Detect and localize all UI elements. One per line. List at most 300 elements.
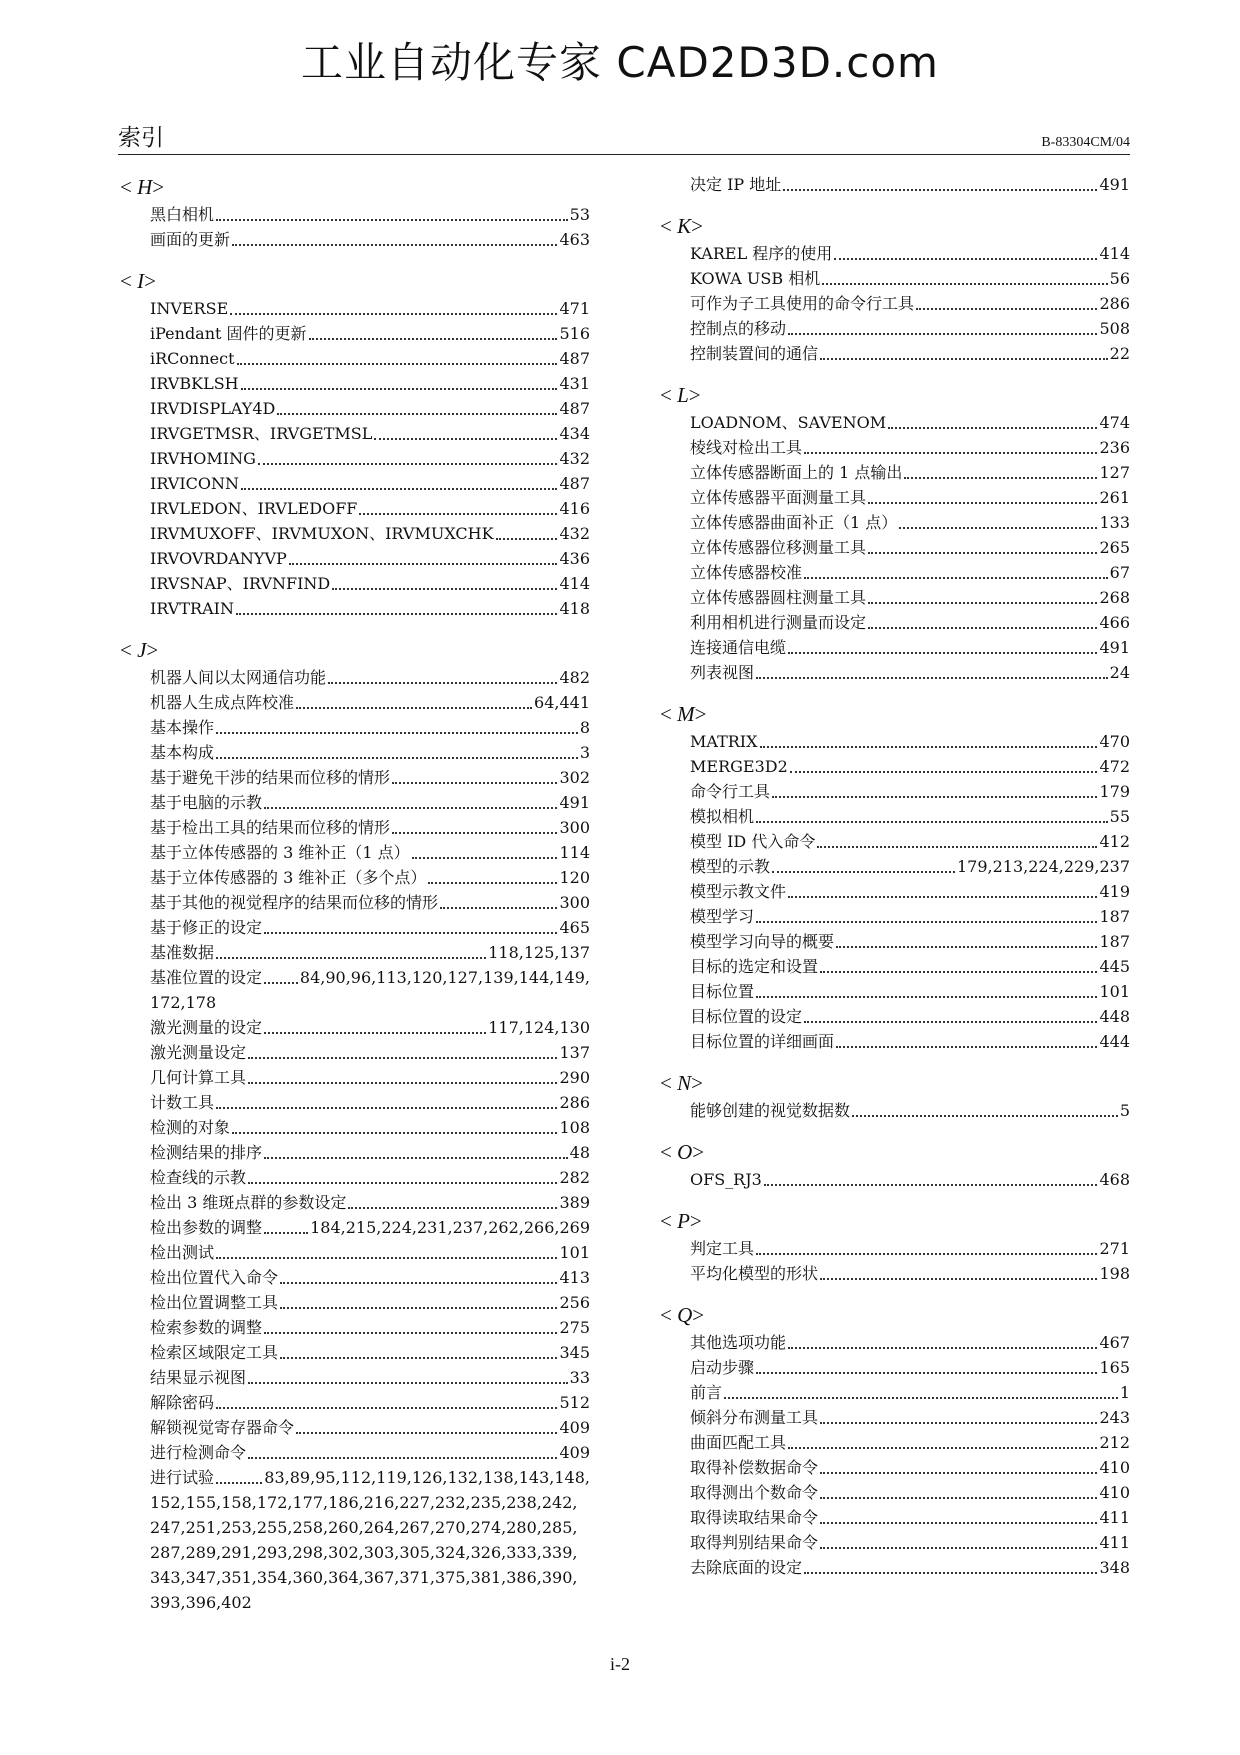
dot-leader <box>264 1232 308 1234</box>
entry-page-continuation: 287,289,291,293,298,302,303,305,324,326,333,339, <box>150 1543 578 1562</box>
entry-page: 101 <box>1099 982 1130 1001</box>
entry-term: 检出位置代入命令 <box>150 1268 279 1287</box>
entry-page: 491 <box>1099 175 1130 194</box>
entry-term: 立体传感器平面测量工具 <box>690 488 867 507</box>
index-entry <box>150 1140 590 1165</box>
dot-leader <box>248 1057 557 1059</box>
dot-leader <box>258 463 558 465</box>
entry-page: 53 <box>569 205 590 224</box>
entry-page: 179,213,224,229,237 <box>956 857 1130 876</box>
entry-page: 472 <box>1099 757 1130 776</box>
entry-term: 倾斜分布测量工具 <box>690 1408 819 1427</box>
index-entry <box>150 690 590 715</box>
dot-leader <box>817 846 1097 848</box>
dot-leader <box>820 358 1108 360</box>
dot-leader <box>216 757 578 759</box>
entry-term: 机器人生成点阵校准 <box>150 693 295 712</box>
index-section <box>660 1300 1130 1580</box>
entry-term: 模型示教文件 <box>690 882 787 901</box>
entry-term: 检出位置调整工具 <box>150 1293 279 1312</box>
index-entry <box>690 560 1130 585</box>
section-letter: < Q> <box>660 1303 705 1327</box>
index-section <box>660 172 1130 197</box>
index-entry <box>690 929 1130 954</box>
entry-page-continuation: 172,178 <box>150 993 217 1012</box>
entry-term: 控制装置间的通信 <box>690 344 819 363</box>
dot-leader <box>904 477 1097 479</box>
entry-term: 基准位置的设定 <box>150 968 263 987</box>
index-entry <box>150 596 590 621</box>
entry-term: 解锁视觉寄存器命令 <box>150 1418 295 1437</box>
index-entry <box>690 1380 1130 1405</box>
index-entry <box>690 172 1130 197</box>
entry-page: 414 <box>559 574 590 593</box>
entry-page: 410 <box>1099 1458 1130 1477</box>
entry-page: 56 <box>1109 269 1130 288</box>
entry-page: 516 <box>559 324 590 343</box>
index-entry <box>690 1455 1130 1480</box>
dot-leader <box>868 627 1097 629</box>
entry-term: OFS_RJ3 <box>690 1170 762 1189</box>
index-entry <box>150 790 590 815</box>
dot-leader <box>216 219 568 221</box>
section-letter-text: N <box>677 1071 692 1095</box>
entry-page: 84,90,96,113,120,127,139,144,149, <box>299 968 590 987</box>
entry-page: 466 <box>1099 613 1130 632</box>
entry-page: 261 <box>1099 488 1130 507</box>
entry-term: IRVHOMING <box>150 449 256 468</box>
dot-leader <box>888 427 1097 429</box>
index-entry <box>150 890 590 915</box>
entry-term: 进行检测命令 <box>150 1443 247 1462</box>
index-entry <box>690 316 1130 341</box>
entry-term: 决定 IP 地址 <box>690 175 782 194</box>
section-letter: < L> <box>660 383 701 407</box>
section-letter: < O> <box>660 1140 705 1164</box>
entry-page: 413 <box>559 1268 590 1287</box>
index-entry <box>150 1065 590 1090</box>
dot-leader <box>277 413 557 415</box>
dot-leader <box>248 1182 557 1184</box>
entry-term: IRVGETMSR、IRVGETMSL <box>150 424 373 443</box>
entry-term: 检出参数的调整 <box>150 1218 263 1237</box>
entry-page: 120 <box>559 868 590 887</box>
index-entry <box>690 535 1130 560</box>
entry-page: 463 <box>559 230 590 249</box>
index-entry <box>690 410 1130 435</box>
dot-leader <box>852 1115 1118 1117</box>
dot-leader <box>804 1021 1097 1023</box>
entry-term: 基准数据 <box>150 943 215 962</box>
dot-leader <box>783 189 1097 191</box>
entry-term: 取得测出个数命令 <box>690 1483 819 1502</box>
index-entry <box>150 1115 590 1140</box>
dot-leader <box>760 746 1098 748</box>
dot-leader <box>248 1082 557 1084</box>
entry-page-continuation: 393,396,402 <box>150 1593 252 1612</box>
dot-leader <box>820 1278 1097 1280</box>
entry-page: 108 <box>559 1118 590 1137</box>
dot-leader <box>264 1332 557 1334</box>
entry-page: 114 <box>559 843 590 862</box>
index-entry <box>690 1004 1130 1029</box>
entry-term: 模型学习向导的概要 <box>690 932 835 951</box>
entry-page: 411 <box>1099 1508 1130 1527</box>
dot-leader <box>724 1397 1118 1399</box>
entry-page: 67 <box>1109 563 1130 582</box>
index-entry <box>150 1340 590 1365</box>
entry-term: 基于其他的视觉程序的结果而位移的情形 <box>150 893 439 912</box>
entry-page: 101 <box>559 1243 590 1262</box>
dot-leader <box>248 1382 568 1384</box>
dot-leader <box>899 527 1097 529</box>
entry-page: 265 <box>1099 538 1130 557</box>
index-entry <box>690 1555 1130 1580</box>
index-entry <box>690 804 1130 829</box>
dot-leader <box>392 782 557 784</box>
entry-term: 黑白相机 <box>150 205 215 224</box>
entry-term: 前言 <box>690 1383 723 1402</box>
entry-term: 目标位置的设定 <box>690 1007 803 1026</box>
entry-term: 检索区域限定工具 <box>150 1343 279 1362</box>
index-entry <box>150 1190 590 1215</box>
entry-page: 268 <box>1099 588 1130 607</box>
dot-leader <box>296 707 532 709</box>
dot-leader <box>496 538 558 540</box>
index-entry <box>690 291 1130 316</box>
index-entry <box>150 1090 590 1115</box>
entry-term: 计数工具 <box>150 1093 215 1112</box>
index-entry <box>150 1290 590 1315</box>
index-entry <box>690 1098 1130 1123</box>
entry-page: 300 <box>559 893 590 912</box>
index-entry <box>150 571 590 596</box>
entry-page: 256 <box>559 1293 590 1312</box>
entry-term: 立体传感器断面上的 1 点输出 <box>690 463 903 482</box>
index-column-right <box>660 172 1130 1594</box>
entry-page: 468 <box>1099 1170 1130 1189</box>
index-entry <box>150 1465 590 1490</box>
entry-page: 1 <box>1119 1383 1130 1402</box>
entry-page-continuation: 152,155,158,172,177,186,216,227,232,235,238,242, <box>150 1493 578 1512</box>
index-entry <box>150 915 590 940</box>
entry-term: 检出 3 维斑点群的参数设定 <box>150 1193 347 1212</box>
dot-leader <box>232 244 557 246</box>
entry-term: 画面的更新 <box>150 230 231 249</box>
dot-leader <box>440 907 557 909</box>
entry-term: 平均化模型的形状 <box>690 1264 819 1283</box>
index-section <box>120 266 590 621</box>
entry-page: 470 <box>1099 732 1130 751</box>
index-entry <box>150 1165 590 1190</box>
entry-page: 411 <box>1099 1533 1130 1552</box>
index-entry <box>690 241 1130 266</box>
dot-leader <box>756 1253 1097 1255</box>
entry-term: 控制点的移动 <box>690 319 787 338</box>
entry-page: 290 <box>559 1068 590 1087</box>
entry-term: MERGE3D2 <box>690 757 788 776</box>
dot-leader <box>216 1107 557 1109</box>
entry-page: 345 <box>559 1343 590 1362</box>
entry-term: 立体传感器位移测量工具 <box>690 538 867 557</box>
dot-leader <box>820 1497 1097 1499</box>
entry-term: MATRIX <box>690 732 758 751</box>
dot-leader <box>237 363 558 365</box>
section-letter: < N> <box>660 1071 703 1095</box>
section-letter-text: L <box>677 383 689 407</box>
dot-leader <box>772 871 955 873</box>
entry-term: 模型 ID 代入命令 <box>690 832 816 851</box>
dot-leader <box>836 1046 1097 1048</box>
entry-page: 133 <box>1099 513 1130 532</box>
index-section <box>660 699 1130 1054</box>
entry-page: 348 <box>1099 1558 1130 1577</box>
entry-page: 117,124,130 <box>488 1018 590 1037</box>
dot-leader <box>264 1032 486 1034</box>
entry-page: 236 <box>1099 438 1130 457</box>
index-entry <box>690 1430 1130 1455</box>
dot-leader <box>772 796 1097 798</box>
index-entry <box>150 865 590 890</box>
entry-term: 机器人间以太网通信功能 <box>150 668 327 687</box>
entry-page: 471 <box>559 299 590 318</box>
entry-term: 检出测试 <box>150 1243 215 1262</box>
dot-leader <box>820 1522 1097 1524</box>
dot-leader <box>820 1472 1097 1474</box>
entry-page: 243 <box>1099 1408 1130 1427</box>
entry-term: INVERSE <box>150 299 229 318</box>
entry-page: 118,125,137 <box>488 943 590 962</box>
index-entry <box>150 765 590 790</box>
dot-leader <box>280 1307 557 1309</box>
entry-term: 立体传感器圆柱测量工具 <box>690 588 867 607</box>
entry-term: 可作为子工具使用的命令行工具 <box>690 294 915 313</box>
entry-page: 300 <box>559 818 590 837</box>
entry-term: 其他选项功能 <box>690 1333 787 1352</box>
index-entry <box>150 546 590 571</box>
entry-page: 187 <box>1099 907 1130 926</box>
entry-term: 判定工具 <box>690 1239 755 1258</box>
entry-page: 5 <box>1119 1101 1130 1120</box>
index-entry <box>150 202 590 227</box>
entry-page: 165 <box>1099 1358 1130 1377</box>
entry-term: 检索参数的调整 <box>150 1318 263 1337</box>
entry-page: 487 <box>559 399 590 418</box>
dot-leader <box>230 313 557 315</box>
entry-page: 389 <box>559 1193 590 1212</box>
index-entry <box>150 471 590 496</box>
entry-page: 271 <box>1099 1239 1130 1258</box>
entry-term: KOWA USB 相机 <box>690 269 821 288</box>
index-entry <box>150 321 590 346</box>
dot-leader <box>216 1482 262 1484</box>
dot-leader <box>328 682 557 684</box>
index-entry <box>150 1415 590 1440</box>
index-entry <box>690 954 1130 979</box>
entry-term: 命令行工具 <box>690 782 771 801</box>
page-title: 索引 <box>118 125 164 151</box>
dot-leader <box>216 1257 557 1259</box>
index-section <box>120 172 590 252</box>
dot-leader <box>788 1447 1097 1449</box>
index-entry <box>150 371 590 396</box>
entry-page: 33 <box>569 1368 590 1387</box>
dot-leader <box>868 502 1097 504</box>
dot-leader <box>756 921 1097 923</box>
entry-term: iPendant 固件的更新 <box>150 324 307 343</box>
entry-term: 激光测量的设定 <box>150 1018 263 1037</box>
entry-term: 基本构成 <box>150 743 215 762</box>
dot-leader <box>412 857 558 859</box>
entry-page: 410 <box>1099 1483 1130 1502</box>
index-section <box>660 211 1130 366</box>
index-entry <box>150 521 590 546</box>
entry-page: 412 <box>1099 832 1130 851</box>
entry-page: 55 <box>1109 807 1130 826</box>
index-entry <box>150 227 590 252</box>
section-letter: < M> <box>660 702 707 726</box>
entry-term: 基于避免干涉的结果而位移的情形 <box>150 768 391 787</box>
index-entry <box>690 1261 1130 1286</box>
index-entry <box>690 829 1130 854</box>
section-letter-text: P <box>677 1209 690 1233</box>
dot-leader <box>756 1372 1097 1374</box>
entry-term: 取得读取结果命令 <box>690 1508 819 1527</box>
entry-term: 列表视图 <box>690 663 755 682</box>
index-entry <box>690 610 1130 635</box>
dot-leader <box>820 1422 1097 1424</box>
dot-leader <box>374 438 557 440</box>
index-entry <box>690 1236 1130 1261</box>
entry-page: 508 <box>1099 319 1130 338</box>
dot-leader <box>822 283 1107 285</box>
index-entry <box>150 815 590 840</box>
index-entry <box>150 496 590 521</box>
dot-leader <box>248 1457 557 1459</box>
dot-leader <box>236 613 558 615</box>
dot-leader <box>836 946 1097 948</box>
dot-leader <box>756 996 1097 998</box>
index-section <box>660 1206 1130 1286</box>
index-entry <box>690 660 1130 685</box>
index-entry <box>690 904 1130 929</box>
entry-term: IRVLEDON、IRVLEDOFF <box>150 499 358 518</box>
entry-page: 448 <box>1099 1007 1130 1026</box>
index-column-left <box>120 172 590 1629</box>
dot-leader <box>868 552 1097 554</box>
entry-page-continuation: 247,251,253,255,258,260,264,267,270,274,280,285, <box>150 1518 578 1537</box>
dot-leader <box>868 602 1097 604</box>
entry-page: 414 <box>1099 244 1130 263</box>
entry-term: 去除底面的设定 <box>690 1558 803 1577</box>
dot-leader <box>216 957 486 959</box>
entry-page: 436 <box>559 549 590 568</box>
dot-leader <box>804 1572 1097 1574</box>
index-entry <box>690 1505 1130 1530</box>
page-header <box>118 122 1130 155</box>
dot-leader <box>241 388 558 390</box>
entry-page: 64,441 <box>534 693 590 712</box>
entry-term: 进行试验 <box>150 1468 215 1487</box>
index-entry <box>150 1365 590 1390</box>
index-entry <box>690 1405 1130 1430</box>
index-entry <box>690 485 1130 510</box>
entry-page: 127 <box>1099 463 1130 482</box>
entry-term: 基本操作 <box>150 718 215 737</box>
dot-leader <box>428 882 557 884</box>
index-entry <box>150 1015 590 1040</box>
dot-leader <box>804 452 1097 454</box>
dot-leader <box>788 896 1097 898</box>
index-entry <box>690 1167 1130 1192</box>
index-entry <box>150 940 590 965</box>
index-entry <box>150 665 590 690</box>
entry-term: IRVDISPLAY4D <box>150 399 276 418</box>
entry-page: 474 <box>1099 413 1130 432</box>
entry-term: 取得判别结果命令 <box>690 1533 819 1552</box>
index-section <box>660 380 1130 685</box>
dot-leader <box>296 1432 557 1434</box>
entry-term: 立体传感器曲面补正（1 点） <box>690 513 898 532</box>
index-entry <box>690 979 1130 1004</box>
entry-page: 416 <box>559 499 590 518</box>
index-entry <box>150 396 590 421</box>
entry-term: 基于立体传感器的 3 维补正（1 点） <box>150 843 410 862</box>
index-entry <box>690 341 1130 366</box>
entry-term: 基于检出工具的结果而位移的情形 <box>150 818 391 837</box>
entry-page: 22 <box>1109 344 1130 363</box>
entry-page: 419 <box>1099 882 1130 901</box>
section-letter: < J> <box>120 638 159 662</box>
section-letter: < H> <box>120 175 165 199</box>
entry-term: iRConnect <box>150 349 235 368</box>
entry-page: 434 <box>559 424 590 443</box>
entry-page: 512 <box>559 1393 590 1412</box>
index-entry <box>690 1029 1130 1054</box>
dot-leader <box>916 308 1097 310</box>
entry-term: IRVTRAIN <box>150 599 234 618</box>
entry-page: 302 <box>559 768 590 787</box>
entry-term: 结果显示视图 <box>150 1368 247 1387</box>
entry-page: 487 <box>559 349 590 368</box>
entry-page: 187 <box>1099 932 1130 951</box>
entry-term: 检测的对象 <box>150 1118 231 1137</box>
index-entry <box>690 729 1130 754</box>
section-letter: < P> <box>660 1209 702 1233</box>
index-entry <box>150 1440 590 1465</box>
entry-term: 几何计算工具 <box>150 1068 247 1087</box>
section-letter-text: Q <box>677 1303 693 1327</box>
entry-term: IRVOVRDANYVP <box>150 549 287 568</box>
index-entry <box>690 1530 1130 1555</box>
entry-page: 8 <box>579 718 590 737</box>
entry-term: 基于修正的设定 <box>150 918 263 937</box>
entry-term: IRVBKLSH <box>150 374 239 393</box>
index-entry <box>690 779 1130 804</box>
entry-page: 432 <box>559 524 590 543</box>
index-entry <box>690 635 1130 660</box>
index-entry <box>690 1330 1130 1355</box>
index-entry <box>690 1355 1130 1380</box>
index-entry <box>150 446 590 471</box>
index-entry <box>150 1315 590 1340</box>
entry-page: 275 <box>559 1318 590 1337</box>
entry-term: 目标位置的详细画面 <box>690 1032 835 1051</box>
entry-term: 基于电脑的示教 <box>150 793 263 812</box>
index-entry <box>150 1265 590 1290</box>
entry-page: 286 <box>559 1093 590 1112</box>
entry-term: 能够创建的视觉数据数 <box>690 1101 851 1120</box>
